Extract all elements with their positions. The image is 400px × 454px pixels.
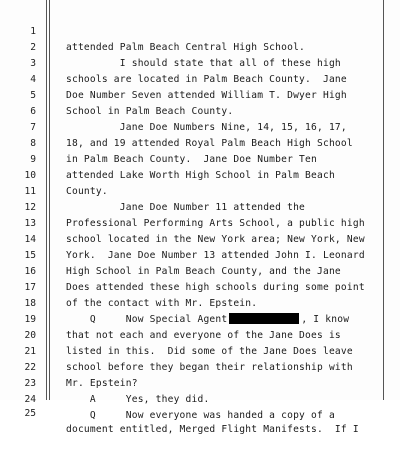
line-text: County.: [66, 186, 108, 197]
line-text: listed in this. Did some of the Jane Does leave: [66, 346, 353, 357]
line-number: 5: [30, 90, 36, 101]
line-number: 4: [30, 74, 36, 85]
line-number: 6: [30, 106, 36, 117]
line-number: 1: [30, 26, 36, 37]
line-number: 21: [24, 346, 36, 357]
line-text: Mr. Epstein?: [66, 378, 138, 389]
line-number: 8: [30, 138, 36, 149]
line-number: 2: [30, 42, 36, 53]
line-text: I should state that all of these high: [66, 58, 341, 69]
line-text: High School in Palm Beach County, and the Jane: [66, 266, 341, 277]
line-text: document entitled, Merged Flight Manifests. If I: [66, 424, 359, 435]
line-number: 23: [24, 378, 36, 389]
line-text: Doe Number Seven attended William T. Dwyer High: [66, 90, 347, 101]
line-number: 22: [24, 362, 36, 373]
line-number: 10: [24, 170, 36, 181]
line-text: that not each and everyone of the Jane Does is: [66, 330, 341, 341]
line-number: 20: [24, 330, 36, 341]
line-text: schools are located in Palm Beach County. Jane: [66, 74, 347, 85]
line-text: School in Palm Beach County.: [66, 106, 234, 117]
line-number: 13: [24, 218, 36, 229]
line-number: 7: [30, 122, 36, 133]
line-number: 3: [30, 58, 36, 69]
line-text-before-redaction: Q Now Special Agent: [66, 314, 228, 325]
line-text: school located in the New York area; New York, New: [66, 234, 365, 245]
line-text: 18, and 19 attended Royal Palm Beach High School: [66, 138, 353, 149]
line-number: 19: [24, 314, 36, 325]
line-number: 12: [24, 202, 36, 213]
line-number: 15: [24, 250, 36, 261]
line-text: A Yes, they did.: [66, 394, 210, 405]
line-text: of the contact with Mr. Epstein.: [66, 298, 258, 309]
line-text: Jane Doe Numbers Nine, 14, 15, 16, 17,: [66, 122, 347, 133]
line-number: 9: [30, 154, 36, 165]
line-text-after-redaction: , I know: [301, 314, 350, 325]
line-number: 18: [24, 298, 36, 309]
line-number: 11: [24, 186, 36, 197]
line-text: attended Palm Beach Central High School.: [66, 42, 306, 53]
line-text: Professional Performing Arts School, a public high: [66, 218, 365, 229]
line-text: school before they began their relationship with: [66, 362, 353, 373]
line-number: 25: [24, 408, 36, 419]
line-number: 17: [24, 282, 36, 293]
line-number: 24: [24, 394, 36, 405]
line-text: Jane Doe Number 11 attended the: [66, 202, 306, 213]
line-text: Does attended these high schools during some point: [66, 282, 365, 293]
transcript-line: [0, 8, 400, 53]
line-text: York. Jane Doe Number 13 attended John I. Leonard: [66, 250, 365, 261]
line-text: attended Lake Worth High School in Palm Beach: [66, 170, 335, 181]
line-number: 16: [24, 266, 36, 277]
line-text: in Palm Beach County. Jane Doe Number Ten: [66, 154, 317, 165]
line-number: 14: [24, 234, 36, 245]
line-text: Q Now everyone was handed a copy of a: [66, 410, 335, 421]
